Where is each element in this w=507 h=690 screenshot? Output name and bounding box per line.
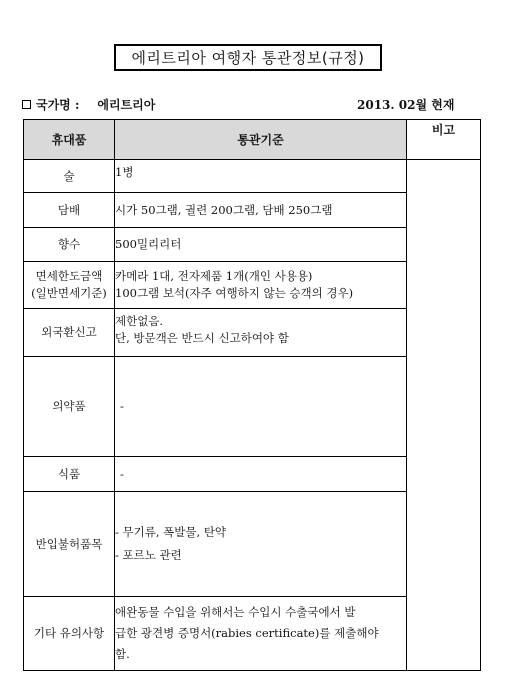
- item-text: 기타 유의사항: [33, 626, 105, 640]
- row-content: [115, 228, 407, 262]
- table-row: [24, 160, 481, 193]
- row-item: [24, 228, 115, 262]
- header-notes: 비고: [407, 120, 481, 160]
- item-text: 식품: [57, 466, 81, 481]
- content-text: 500밀리리터: [115, 237, 182, 251]
- row-item: [24, 357, 115, 457]
- row-content: [115, 357, 407, 457]
- content-text: -: [120, 399, 124, 413]
- content-text: 제한없음.: [115, 314, 164, 328]
- row-content: [115, 457, 407, 492]
- content-text: 애완동물 수입을 위해서는 수입시 수출국에서 발: [115, 605, 356, 619]
- row-item: [24, 597, 115, 671]
- row-item: [24, 262, 115, 309]
- row-content: [115, 193, 407, 228]
- content-text: 함.: [115, 647, 130, 661]
- row-content: [115, 262, 407, 309]
- row-item: [24, 160, 115, 193]
- item-text: 면세한도금액: [35, 269, 103, 283]
- row-content: [115, 309, 407, 357]
- row-item: [24, 193, 115, 228]
- header-item: 휴대품: [24, 120, 115, 160]
- country-line: [22, 96, 155, 113]
- row-item: [24, 457, 115, 492]
- content-text: -: [120, 466, 124, 481]
- notes-cell: [407, 160, 481, 671]
- content-text: 단, 방문객은 반드시 신고하여야 함: [115, 331, 289, 345]
- item-text: 술: [63, 168, 75, 183]
- item-text: 의약품: [52, 399, 86, 413]
- content-text: - 포르노 관련: [115, 548, 182, 562]
- checkbox-icon: [22, 100, 31, 109]
- row-item: [24, 309, 115, 357]
- item-text: (일반면세기준): [31, 286, 107, 300]
- row-content: [115, 160, 407, 193]
- item-text: 외국환신고: [41, 325, 97, 339]
- content-text: 카메라 1대, 전자제품 1개(개인 사용용): [115, 269, 313, 283]
- document-title: 에리트리아 여행자 통관정보(규정): [114, 44, 382, 71]
- as-of-date: 2013. 02월 현재: [357, 98, 455, 112]
- country-label: 국가명 :: [36, 98, 80, 112]
- item-text: 향수: [57, 237, 81, 251]
- content-text: - 무기류, 폭발물, 탄약: [115, 525, 227, 539]
- item-text: 담배: [57, 202, 81, 217]
- country-name: 에리트리아: [97, 98, 156, 112]
- content-text: 시가 50그램, 궐련 200그램, 담배 250그램: [115, 202, 333, 217]
- content-text: 100그램 보석(자주 여행하지 않는 승객의 경우): [115, 286, 354, 300]
- header-standard: 통관기준: [115, 120, 407, 160]
- content-text: 1병: [115, 165, 134, 179]
- item-text: 반입불허품목: [35, 536, 103, 551]
- row-item: [24, 492, 115, 597]
- table-header-row: [24, 120, 481, 160]
- content-text: 급한 광견병 증명서(rabies certificate)를 제출해야: [115, 626, 379, 640]
- row-content: [115, 597, 407, 671]
- customs-rules-table: [23, 119, 481, 671]
- row-content: [115, 492, 407, 597]
